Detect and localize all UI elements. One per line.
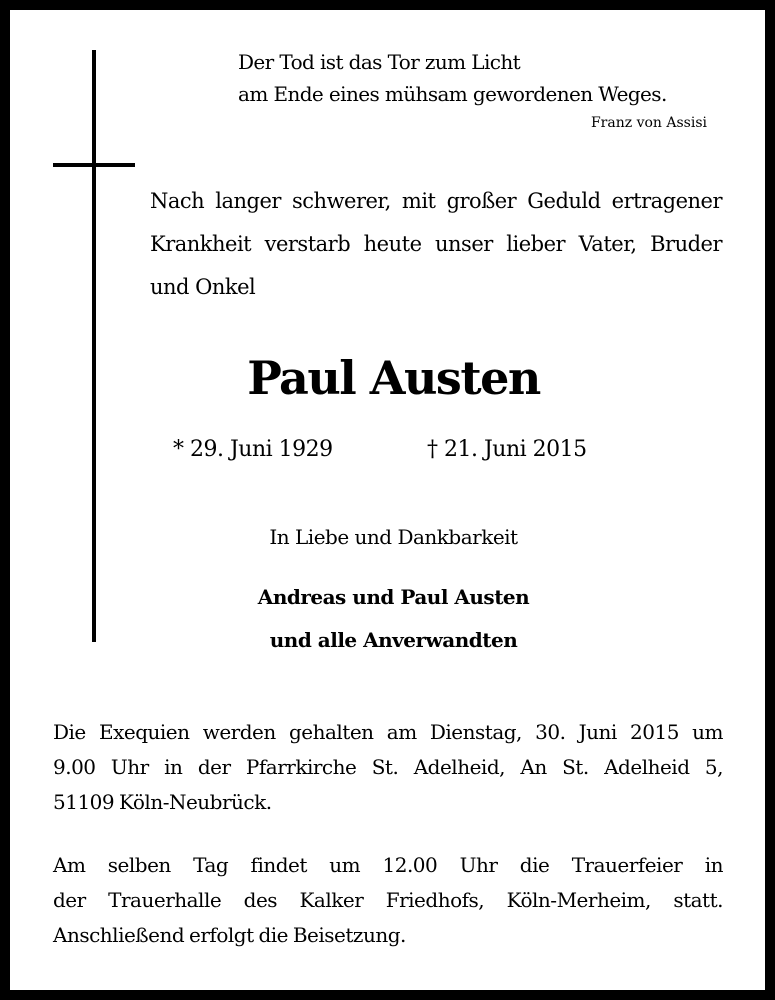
ceremony-line-2: der Trauerhalle des Kalker Friedhofs, Köln-Merheim, statt. [53, 888, 723, 912]
ceremony-paragraph [53, 848, 723, 953]
exequies-line-1: Die Exequien werden gehalten am Dienstag, 30. Juni 2015 um [53, 720, 723, 744]
exequies-line-2: 9.00 Uhr in der Pfarrkirche St. Adelheid, An St. Adelheid 5, [53, 755, 723, 779]
mourners-line-2: und alle Anverwandten [269, 628, 518, 652]
cross-icon [92, 50, 96, 642]
ceremony-line-1: Am selben Tag findet um 12.00 Uhr die Trauerfeier in [53, 853, 723, 877]
gratitude-line: In Liebe und Dankbarkeit [269, 525, 518, 549]
death-date: † 21. Juni 2015 [427, 437, 587, 462]
intro-text: Nach langer schwerer, mit großer Geduld ertragener Krankheit verstarb heute unser lieber Vater, Bruder und Onkel [150, 189, 722, 299]
exequies-line-3: 51109 Köln-Neubrück. [53, 790, 272, 814]
mourners-line-1: Andreas und Paul Austen [257, 585, 530, 609]
quote-author: Franz von Assisi [590, 115, 707, 131]
quote-line-1: Der Tod ist das Tor zum Licht [238, 50, 521, 74]
birth-date: * 29. Juni 1929 [173, 437, 333, 462]
quote-line-2: am Ende eines mühsam gewordenen Weges. [238, 82, 667, 106]
ceremony-line-3: Anschließend erfolgt die Beisetzung. [53, 923, 406, 947]
exequies-paragraph [53, 715, 723, 820]
deceased-name: Paul Austen [247, 351, 540, 405]
cross-icon-crossbar [53, 163, 135, 167]
